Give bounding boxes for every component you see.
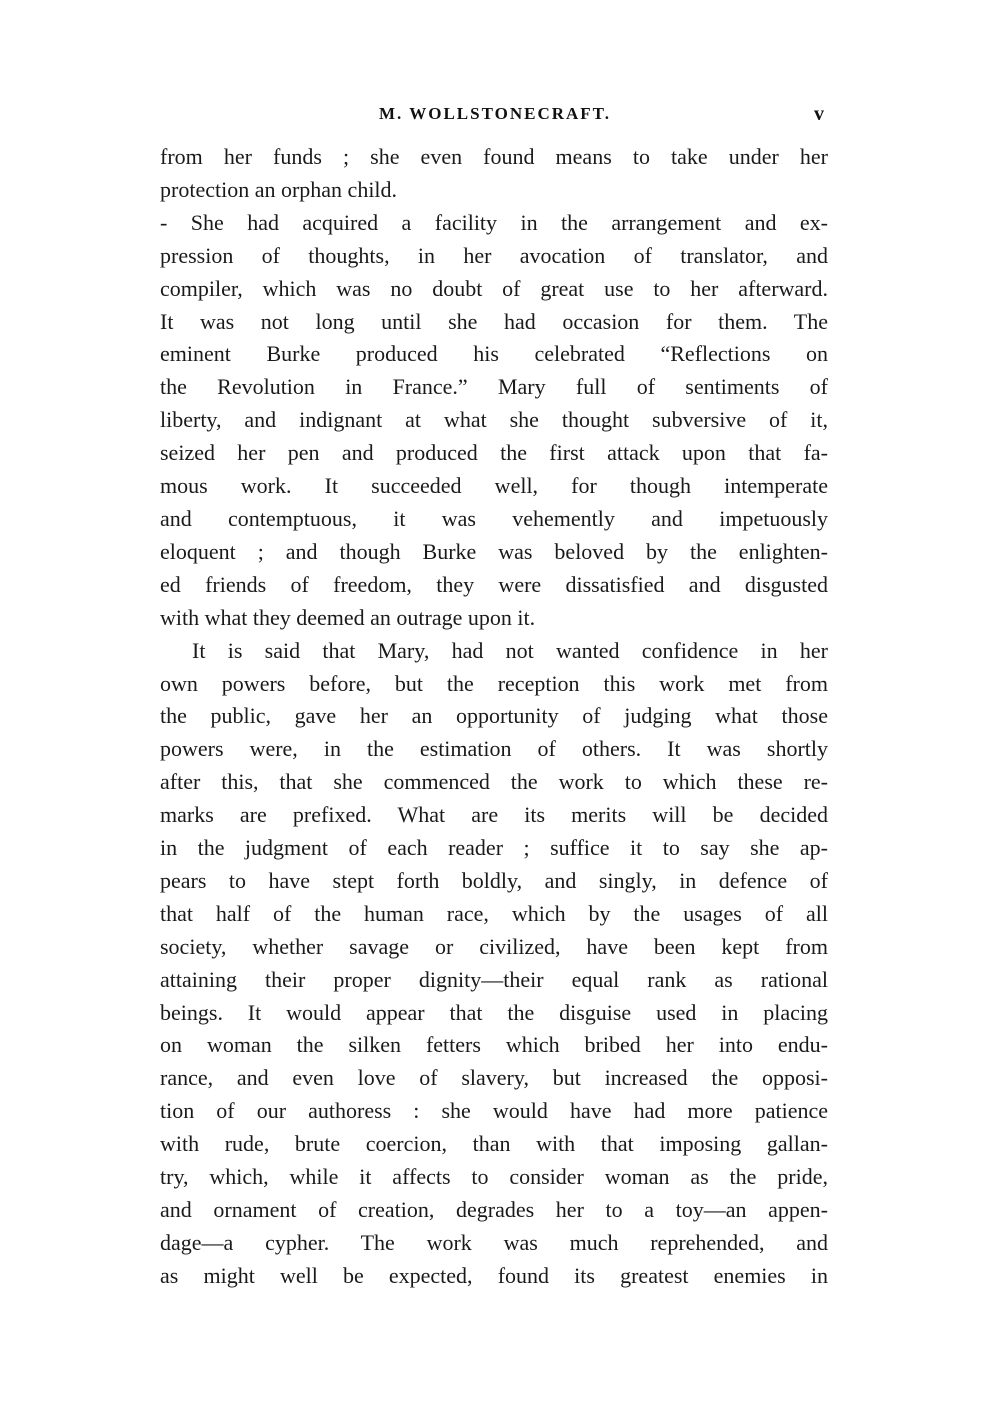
running-title: M. WOLLSTONECRAFT. (378, 104, 611, 123)
text-line: seized her pen and produced the first attack upon that fa- (160, 440, 828, 466)
text-line: mous work. It succeeded well, for though intemperate (160, 473, 828, 499)
text-line: powers were, in the estimation of others. It was shortly (160, 736, 828, 762)
text-line: with rude, brute coercion, than with that imposing gallan- (160, 1131, 828, 1157)
text-line: tion of our authoress : she would have had more patience (160, 1098, 828, 1124)
text-line: dage—a cypher. The work was much reprehended, and (160, 1229, 828, 1255)
text-line: eminent Burke produced his celebrated “Reflections on (160, 341, 828, 367)
text-line: eloquent ; and though Burke was beloved by the enlighten- (160, 538, 828, 564)
page-number: v (814, 103, 824, 125)
running-head (160, 98, 830, 130)
text-line: and ornament of creation, degrades her to a toy—an appen- (160, 1197, 828, 1222)
text-line: ed friends of freedom, they were dissatisfied and disgusted (160, 571, 828, 597)
text-line: beings. It would appear that the disguise used in placing (160, 999, 828, 1025)
text-line: that half of the human race, which by the usages of all (160, 900, 828, 926)
text-line: compiler, which was no doubt of great use to her afterward. (160, 275, 828, 301)
text-line: own powers before, but the reception this work met from (160, 670, 828, 696)
body-text (160, 141, 828, 1293)
text-line: the public, gave her an opportunity of judging what those (160, 703, 828, 729)
text-line: try, which, while it affects to consider woman as the pride, (160, 1164, 828, 1190)
text-line: marks are prefixed. What are its merits will be decided (160, 802, 828, 828)
text-line: It was not long until she had occasion for them. The (160, 308, 828, 334)
text-line: It is said that Mary, had not wanted confidence in her (192, 637, 828, 663)
text-line: pression of thoughts, in her avocation of translator, and (160, 242, 828, 268)
text-line: with what they deemed an outrage upon it. (160, 604, 536, 630)
text-line: rance, and even love of slavery, but increased the opposi- (160, 1065, 828, 1091)
text-line: and contemptuous, it was vehemently and impetuously (160, 505, 828, 531)
text-line: from her funds ; she even found means to take under her (160, 144, 828, 169)
text-line: society, whether savage or civilized, have been kept from (160, 933, 828, 959)
text-line: liberty, and indignant at what she thought subversive of it, (160, 407, 828, 433)
text-line: on woman the silken fetters which bribed her into endu- (160, 1032, 828, 1058)
text-line: protection an orphan child. (160, 176, 398, 202)
text-line: - She had acquired a facility in the arrangement and ex- (160, 209, 828, 235)
text-line: as might well be expected, found its greatest enemies in (160, 1262, 828, 1288)
text-line: in the judgment of each reader ; suffice it to say she ap- (160, 835, 828, 861)
text-line: after this, that she commenced the work to which these re- (160, 769, 828, 795)
text-line: the Revolution in France.” Mary full of sentiments of (160, 374, 828, 400)
text-line: pears to have stept forth boldly, and singly, in defence of (160, 867, 828, 893)
text-line: attaining their proper dignity—their equal rank as rational (160, 966, 828, 992)
